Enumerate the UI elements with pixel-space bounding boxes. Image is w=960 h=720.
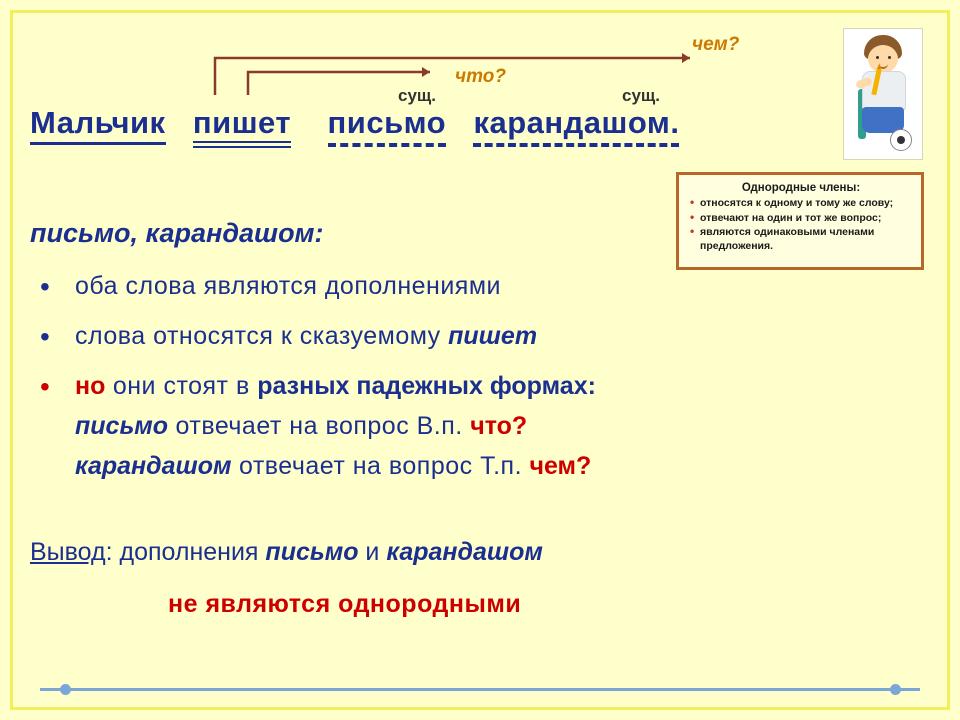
question-chem: чем? <box>529 452 592 480</box>
conclusion-conjunction: и <box>358 538 387 566</box>
label-noun-2: сущ. <box>622 86 660 105</box>
bullet-list <box>30 266 910 496</box>
sentence-predicate: пишет <box>193 105 291 148</box>
label-chto: что? <box>455 66 506 87</box>
conclusion-word-2: карандашом <box>386 538 543 566</box>
sentence-object-1: письмо <box>328 105 447 147</box>
sentence-object-2: карандашом. <box>473 105 679 147</box>
question-chto: что? <box>470 412 528 440</box>
decorative-dot-left <box>60 684 71 695</box>
homogeneous-members-box <box>676 172 924 270</box>
bullet-marker: • <box>40 371 50 402</box>
bullet-text: оба слова являются дополнениями <box>75 272 501 300</box>
bullet-text: слова относятся к сказуемому <box>75 322 449 350</box>
info-box-list <box>689 197 913 253</box>
bullet-text: они стоят в <box>105 372 258 400</box>
info-box-item: • относятся к одному и тому же слову; <box>689 197 913 211</box>
dependency-arrows <box>0 0 960 180</box>
info-box-item: • являются одинаковыми членами предложения. <box>689 226 913 253</box>
eye-right-shape <box>888 56 891 59</box>
bullet-emphasis: пишет <box>448 322 538 350</box>
info-box-item: • отвечают на один и тот же вопрос; <box>689 212 913 226</box>
eye-left-shape <box>876 56 879 59</box>
conclusion-emphasis: не являются однородными <box>168 590 522 618</box>
conclusion-line <box>30 538 543 567</box>
list-item <box>30 366 910 486</box>
sentence-subject: Мальчик <box>30 105 166 145</box>
bottom-divider <box>40 688 920 691</box>
conclusion-word-1: письмо <box>265 538 359 566</box>
bullet-text: отвечает на вопрос В.п. <box>168 412 471 440</box>
bullet-marker: • <box>40 271 50 302</box>
conclusion-text: : дополнения <box>105 538 266 566</box>
bullet-word-pismo: письмо <box>75 412 169 440</box>
label-chem: чем? <box>692 34 740 55</box>
bullet-contrast-word: но <box>75 372 106 400</box>
ball-shape <box>890 129 912 151</box>
list-item <box>30 266 910 306</box>
bullet-marker: • <box>40 321 50 352</box>
label-noun-1: сущ. <box>398 86 436 105</box>
bullet-text: отвечает на вопрос Т.п. <box>231 452 530 480</box>
decorative-dot-right <box>890 684 901 695</box>
conclusion-label: Вывод <box>30 538 106 566</box>
bullet-word-karandashom: карандашом <box>75 452 232 480</box>
boy-writing-illustration <box>843 28 923 160</box>
list-item <box>30 316 910 356</box>
bullet-strong: разных падежных формах: <box>257 372 596 400</box>
info-box-title: Однородные члены: <box>741 182 861 194</box>
section-headline: письмо, карандашом: <box>30 218 324 248</box>
example-sentence <box>30 105 679 141</box>
